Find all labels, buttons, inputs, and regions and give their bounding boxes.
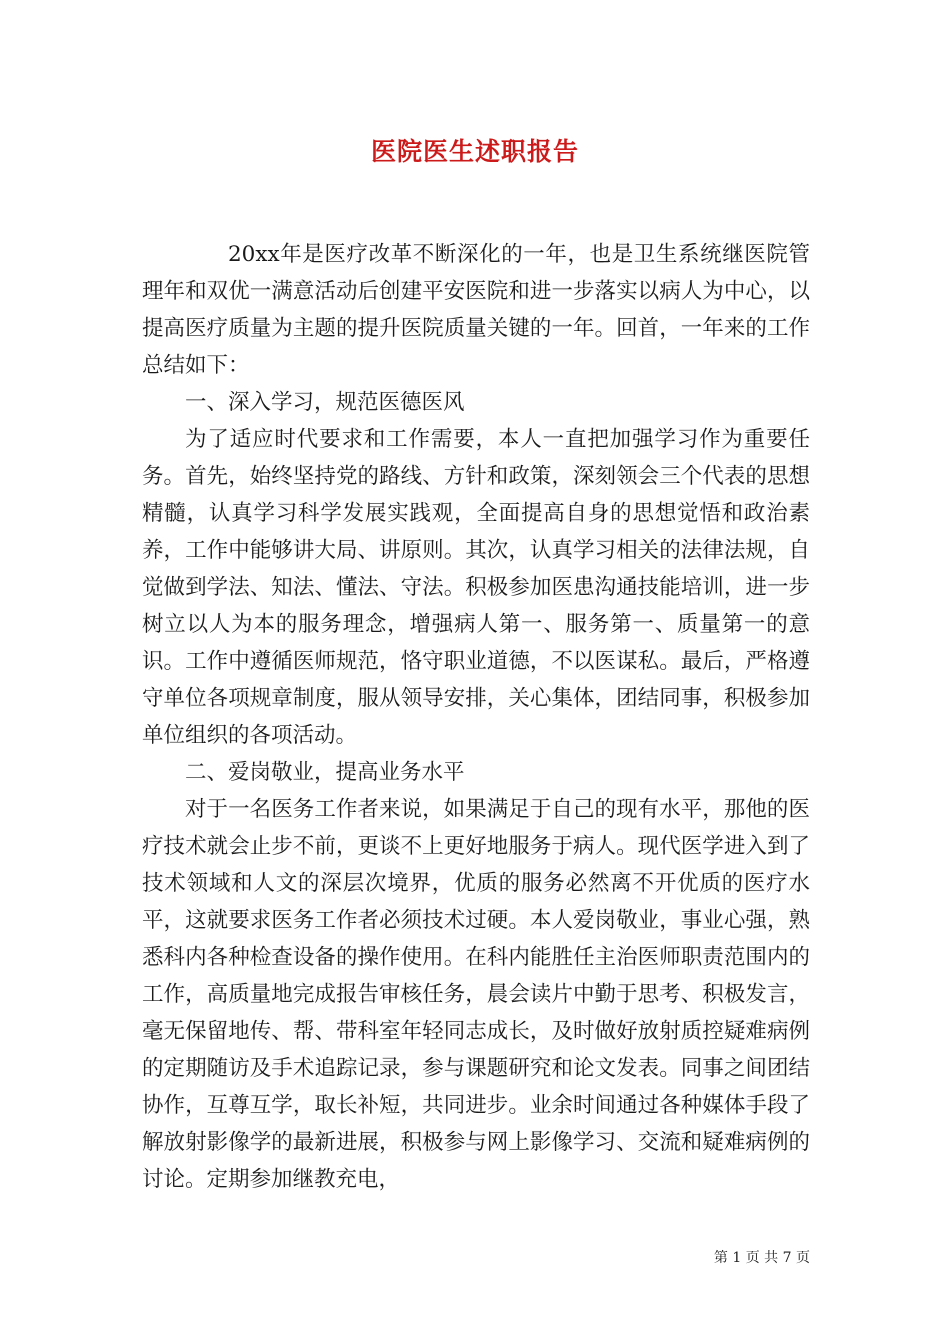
section-paragraph-2: 对于一名医务工作者来说，如果满足于自己的现有水平，那他的医疗技术就会止步不前，更谈不上更好地服务于病人。现代医学进入到了技术领域和人文的深层次境界，优质的服务必然离不开优质的医疗水平，这就要求医务工作者必须技术过硬。本人爱岗敬业，事业心强，熟悉科内各种检查设备的操作使用。在科内能胜任主治医师职责范围内的工作，高质量地完成报告审核任务，晨会读片中勤于思考、积极发言，毫无保留地传、帮、带科室年轻同志成长，及时做好放射质控疑难病例的定期随访及手术追踪记录，参与课题研究和论文发表。同事之间团结协作，互尊互学，取长补短，共同进步。业余时间通过各种媒体手段了解放射影像学的最新进展，积极参与网上影像学习、交流和疑难病例的讨论。定期参加继教充电， bbox=[142, 797, 810, 1192]
section-heading-1: 一、深入学习，规范医德医风 bbox=[185, 390, 465, 415]
document-body bbox=[142, 236, 810, 1198]
section-heading-2: 二、爱岗敬业，提高业务水平 bbox=[185, 760, 465, 785]
intro-paragraph: 20xx年是医疗改革不断深化的一年，也是卫生系统继医院管理年和双优一满意活动后创建平安医院和进一步落实以病人为中心，以提高医疗质量为主题的提升医院质量关键的一年。回首，一年来的工作总结如下： bbox=[142, 242, 810, 378]
document-title: 医院医生述职报告 bbox=[370, 137, 579, 166]
section-paragraph-1: 为了适应时代要求和工作需要，本人一直把加强学习作为重要任务。首先，始终坚持党的路线、方针和政策，深刻领会三个代表的思想精髓，认真学习科学发展实践观，全面提高自身的思想觉悟和政治素养，工作中能够讲大局、讲原则。其次，认真学习相关的法律法规，自觉做到学法、知法、懂法、守法。积极参加医患沟通技能培训，进一步树立以人为本的服务理念，增强病人第一、服务第一、质量第一的意识。工作中遵循医师规范，恪守职业道德，不以医谋私。最后，严格遵守单位各项规章制度，服从领导安排，关心集体，团结同事，积极参加单位组织的各项活动。 bbox=[142, 427, 810, 748]
page-number: 第 1 页 共 7 页 bbox=[713, 1250, 810, 1266]
